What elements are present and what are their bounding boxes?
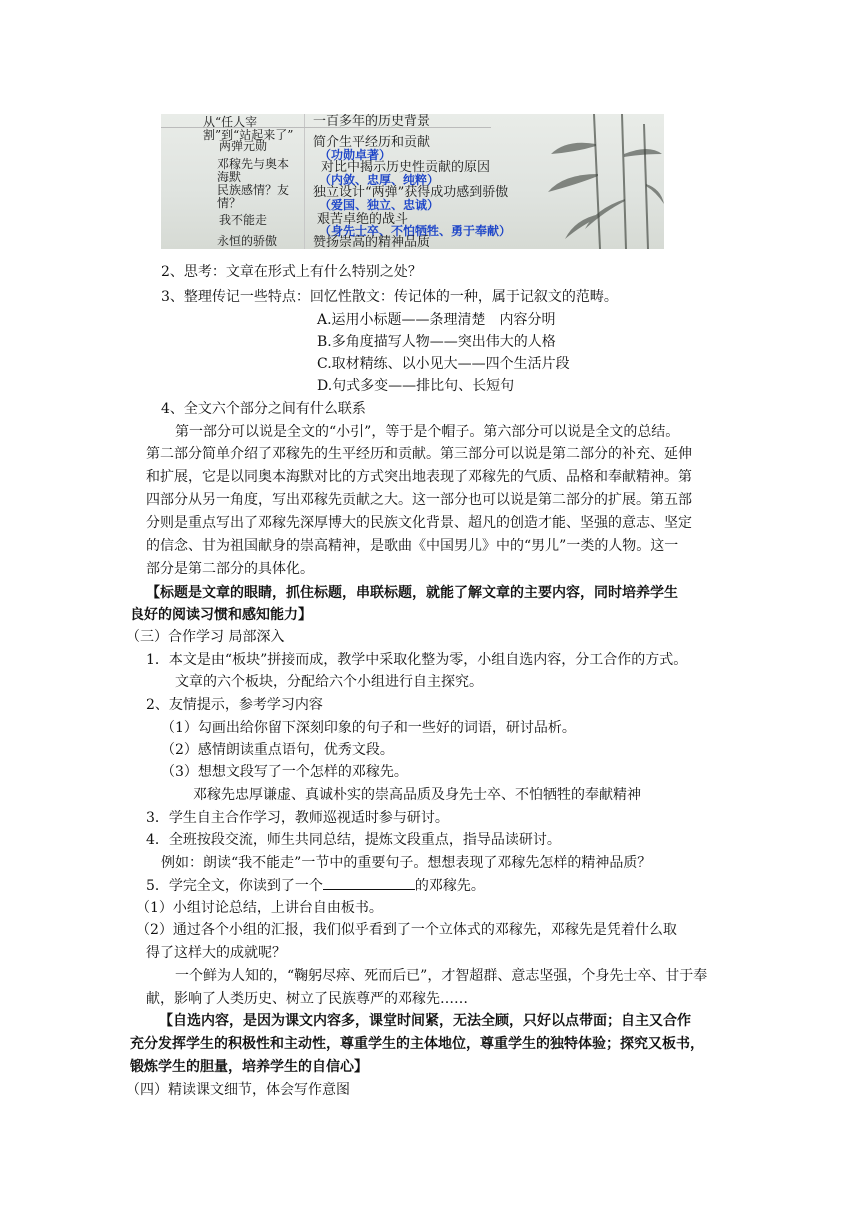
text-line: 四部分从另一角度，写出邓稼先贡献之大。这一部分也可以说是第二部分的扩展。第五部 [146, 492, 692, 508]
text-line: 【自选内容，是因为课文内容多，课堂时间紧，无法全顾，只好以点带面；自主又合作 [159, 1013, 691, 1029]
text-line: 一个鲜为人知的，“鞠躬尽瘁、死而后已”，才智超群、意志坚强，个身先士卒、甘于奉 [175, 968, 708, 984]
fill-blank-line [146, 877, 485, 894]
text-line: （1）小组讨论总结，上讲台自由板书。 [136, 900, 383, 916]
text-line: 锻炼学生的胆量，培养学生的自信心】 [130, 1059, 368, 1075]
text-line: C.取材精练、以小见大——四个生活片段 [317, 356, 570, 372]
text-line: 2、思考：文章在形式上有什么特别之处？ [161, 264, 422, 280]
text-line: （2）感情朗读重点语句，优秀文段。 [161, 742, 394, 758]
text-line: 4．全班按段交流，师生共同总结，提炼文段重点，指导品读研讨。 [146, 832, 561, 848]
text-line: D.句式多变——排比句、长短句 [317, 378, 515, 394]
text-line: 充分发挥学生的积极性和主动性，尊重学生的主体地位，尊重学生的独特体验；探究又板书， [130, 1036, 704, 1052]
text-line: 第一部分可以说是全文的“小引”，等于是个帽子。第六部分可以说是全文的总结。 [175, 424, 680, 440]
slide-main-4: 独立设计“两弹”获得成功感到骄傲 [313, 185, 509, 200]
text-line: 和扩展，它是以同奥本海默对比的方式突出地表现了邓稼先的气质、品格和奉献精神。第 [146, 469, 692, 485]
text-line: 【标题是文章的眼睛，抓住标题，串联标题，就能了解文章的主要内容，同时培养学生 [146, 585, 678, 601]
text-segment: 5．学完全文，你读到了一个 [146, 878, 323, 894]
slide-label-6: 永恒的骄傲 [217, 234, 278, 248]
slide-sub-4: （身先士卒、不怕牺牲、勇于奉献） [319, 224, 512, 238]
text-line: 2、友情提示，参考学习内容 [146, 697, 323, 713]
slide-label-3: 邓稼先与奥本海默 [217, 157, 290, 184]
text-line: 部分是第二部分的具体化。 [146, 561, 314, 577]
text-line: 文章的六个板块，分配给六个小组进行自主探究。 [175, 674, 483, 690]
section-heading: （四）精读课文细节，体会写作意图 [126, 1082, 350, 1098]
slide-label-2: 两弹元勋 [219, 139, 268, 153]
text-line: 3．学生自主合作学习，教师巡视适时参与研讨。 [146, 810, 449, 826]
slide-main-5: 艰苦卓绝的战斗 [317, 212, 409, 227]
slide-label-5: 我不能走 [219, 213, 268, 227]
text-segment: 的邓稼先。 [414, 878, 485, 894]
slide-sub-2: （内敛、忠厚、纯粹） [319, 173, 440, 187]
text-line: B.多角度描写人物——突出伟大的人格 [317, 334, 556, 350]
slide-label-1: 从“任人宰割”到“站起来了” [203, 115, 294, 142]
text-line: 的信念、甘为祖国献身的崇高精神，是歌曲《中国男儿》中的“男儿”一类的人物。这一 [146, 538, 679, 554]
slide-main-1: 一百多年的历史背景 [313, 114, 431, 129]
text-line: 得了这样大的成就呢？ [146, 945, 286, 961]
lesson-slide-photo [161, 114, 664, 249]
text-line: 3、整理传记一些特点：回忆性散文：传记体的一种，属于记叙文的范畴。 [161, 289, 618, 305]
text-line: 分则是重点写出了邓稼先深厚博大的民族文化背景、超凡的创造才能、坚强的意志、坚定 [146, 515, 692, 531]
text-line: 例如：朗读“我不能走”一节中的重要句子。想想表现了邓稼先怎样的精神品质？ [161, 855, 652, 871]
slide-sub-1: （功勋卓著） [319, 148, 392, 162]
slide-divider [304, 114, 305, 249]
slide-label-4: 民族感情？友情？ [217, 183, 290, 210]
text-line: 4、全文六个部分之间有什么联系 [161, 401, 366, 417]
text-line: 献，影响了人类历史、树立了民族尊严的邓稼先…… [146, 991, 468, 1007]
text-line: 1．本文是由“板块”拼接而成，教学中采取化整为零，小组自选内容，分工合作的方式。 [146, 652, 688, 668]
text-line: （3）想想文段写了一个怎样的邓稼先。 [161, 764, 408, 780]
text-line: 第二部分简单介绍了邓稼先的生平经历和贡献。第三部分可以说是第二部分的补充、延伸 [146, 446, 692, 462]
text-line: （1）勾画出给你留下深刻印象的句子和一些好的词语，研讨品析。 [161, 720, 576, 736]
text-line: 良好的阅读习惯和感知能力】 [130, 607, 312, 623]
answer-blank[interactable] [323, 877, 415, 890]
slide-main-6: 赞扬崇高的精神品质 [313, 235, 431, 249]
slide-main-2: 简介生平经历和贡献 [313, 135, 431, 150]
bamboo-painting-icon [534, 114, 664, 249]
text-line: 邓稼先忠厚谦虚、真诚朴实的崇高品质及身先士卒、不怕牺牲的奉献精神 [193, 787, 641, 803]
slide-sub-3: （爱国、独立、忠诚） [319, 198, 440, 212]
section-heading: （三）合作学习 局部深入 [126, 629, 285, 645]
text-line: A.运用小标题——条理清楚 内容分明 [317, 312, 556, 328]
text-line: （2）通过各个小组的汇报，我们似乎看到了一个立体式的邓稼先，邓稼先是凭着什么取 [136, 922, 677, 938]
slide-main-3: 对比中揭示历史性贡献的原因 [321, 160, 491, 175]
